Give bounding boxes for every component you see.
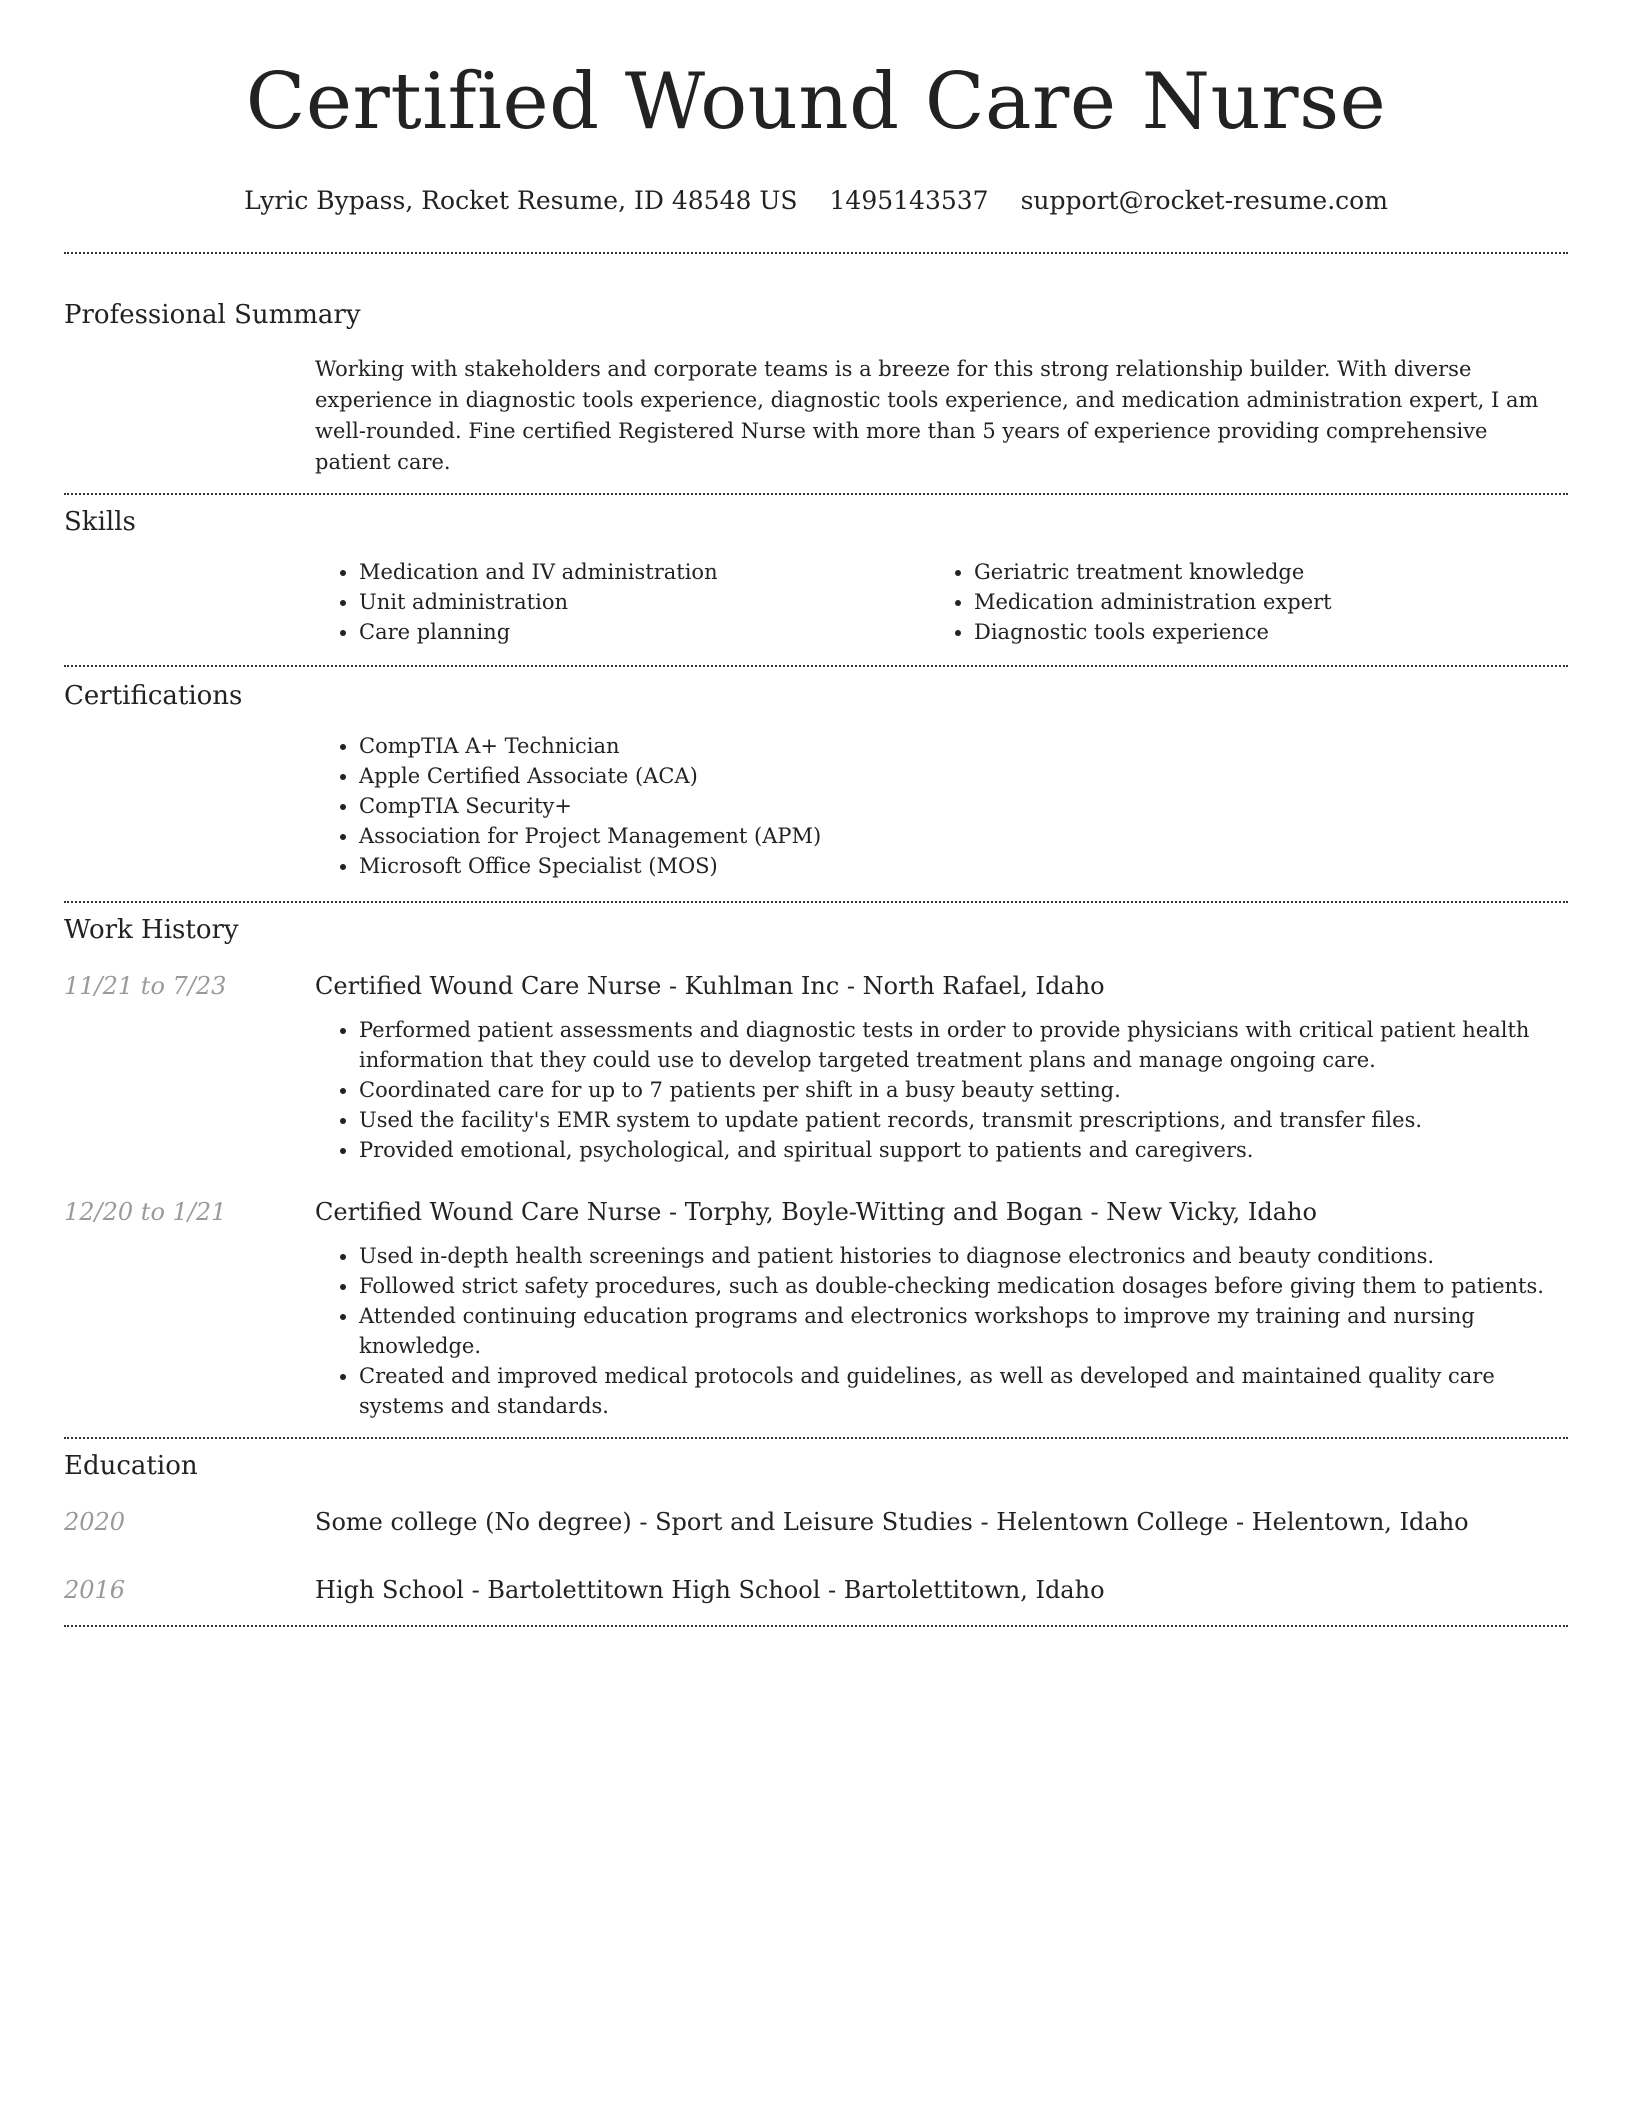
education-entry bbox=[64, 1573, 1568, 1607]
list-item: • Diagnostic tools experience bbox=[974, 617, 1545, 647]
section-title-skills: Skills bbox=[64, 507, 136, 537]
list-item: • Attended continuing education programs and electronics workshops to improve my training and nursing knowledge. bbox=[359, 1301, 1568, 1361]
work-dates: 11/21 to 7/23 bbox=[64, 972, 227, 1000]
work-employer: - Torphy, Boyle-Witting and Bogan - New Vicky, Idaho bbox=[661, 1198, 1317, 1226]
education-heading bbox=[315, 1573, 1568, 1607]
education-school: - Helentown College - Helentown, Idaho bbox=[972, 1508, 1469, 1536]
education-section bbox=[64, 1439, 1568, 1607]
list-item: • Created and improved medical protocols and guidelines, as well as developed and maintained quality care systems and standards. bbox=[359, 1361, 1568, 1421]
resume-page bbox=[64, 0, 1568, 1627]
education-year: 2020 bbox=[64, 1508, 126, 1536]
work-bullets bbox=[315, 1015, 1568, 1165]
work-role: Certified Wound Care Nurse bbox=[315, 972, 662, 1000]
list-item: • Used the facility's EMR system to update patient records, transmit prescriptions, and transfer files. bbox=[359, 1105, 1568, 1135]
certifications-list bbox=[315, 731, 1568, 881]
contact-address: Lyric Bypass, Rocket Resume, ID 48548 US bbox=[244, 186, 798, 215]
list-item: • Followed strict safety procedures, such as double-checking medication dosages before giving them to patients. bbox=[359, 1271, 1568, 1301]
work-history-section bbox=[64, 903, 1568, 1421]
work-employer: - Kuhlman Inc - North Rafael, Idaho bbox=[661, 972, 1105, 1000]
list-item: • Unit administration bbox=[359, 587, 930, 617]
work-entry bbox=[64, 969, 1568, 1165]
contact-email: support@rocket-resume.com bbox=[1020, 186, 1388, 215]
education-heading bbox=[315, 1505, 1568, 1539]
section-title-summary: Professional Summary bbox=[64, 300, 361, 330]
education-degree: High School bbox=[315, 1576, 464, 1604]
list-item: • Geriatric treatment knowledge bbox=[974, 557, 1545, 587]
education-entry bbox=[64, 1505, 1568, 1539]
list-item: • Coordinated care for up to 7 patients per shift in a busy beauty setting. bbox=[359, 1075, 1568, 1105]
list-item: • Used in-depth health screenings and patient histories to diagnose electronics and beauty conditions. bbox=[359, 1241, 1568, 1271]
contact-phone: 1495143537 bbox=[829, 186, 989, 215]
work-role: Certified Wound Care Nurse bbox=[315, 1198, 662, 1226]
work-entry bbox=[64, 1195, 1568, 1421]
list-item: • Microsoft Office Specialist (MOS) bbox=[359, 851, 1568, 881]
section-title-certifications: Certifications bbox=[64, 681, 243, 711]
contact-line bbox=[64, 184, 1568, 218]
work-dates: 12/20 to 1/21 bbox=[64, 1198, 227, 1226]
skills-section bbox=[64, 495, 1568, 647]
work-bullets bbox=[315, 1241, 1568, 1421]
skills-list-right bbox=[930, 557, 1545, 647]
list-item: • CompTIA A+ Technician bbox=[359, 731, 1568, 761]
certifications-section bbox=[64, 667, 1568, 881]
section-divider bbox=[64, 1625, 1568, 1627]
education-school: - Bartolettitown High School - Bartolettitown, Idaho bbox=[463, 1576, 1105, 1604]
list-item: • Apple Certified Associate (ACA) bbox=[359, 761, 1568, 791]
education-year: 2016 bbox=[64, 1576, 126, 1604]
work-heading bbox=[315, 1195, 1568, 1229]
list-item: • CompTIA Security+ bbox=[359, 791, 1568, 821]
list-item: • Medication administration expert bbox=[974, 587, 1545, 617]
work-heading bbox=[315, 969, 1568, 1003]
section-title-education: Education bbox=[64, 1451, 198, 1481]
list-item: • Association for Project Management (APM) bbox=[359, 821, 1568, 851]
education-degree: Some college (No degree) - Sport and Leisure Studies bbox=[315, 1508, 973, 1536]
section-title-work-history: Work History bbox=[64, 915, 239, 945]
list-item: • Performed patient assessments and diagnostic tests in order to provide physicians with critical patient health information that they could use to develop targeted treatment plans and manage ongoing care. bbox=[359, 1015, 1568, 1075]
list-item: • Provided emotional, psychological, and spiritual support to patients and caregivers. bbox=[359, 1135, 1568, 1165]
summary-text: Working with stakeholders and corporate teams is a breeze for this strong relationship builder. With diverse experience in diagnostic tools experience, diagnostic tools experience, and medication administration expert, I am well-rounded. Fine certified Registered Nurse with more than 5 years of experience providing comprehensive patient care. bbox=[315, 357, 1539, 474]
resume-name: Certified Wound Care Nurse bbox=[245, 57, 1387, 147]
list-item: • Care planning bbox=[359, 617, 930, 647]
summary-section bbox=[64, 254, 1568, 478]
list-item: • Medication and IV administration bbox=[359, 557, 930, 587]
skills-list-left bbox=[315, 557, 930, 647]
